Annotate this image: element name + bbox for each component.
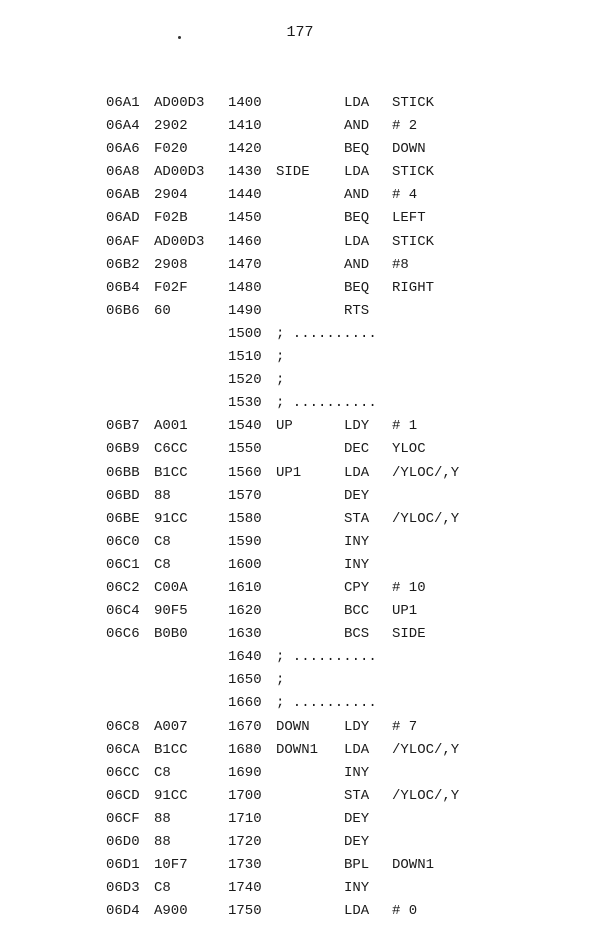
line-number-cell: 1590 [228, 533, 262, 550]
opcode-bytes-cell: C6CC [154, 441, 188, 458]
listing-row [0, 900, 600, 923]
listing-row [0, 808, 600, 831]
opcode-bytes-cell: 60 [154, 302, 171, 319]
label-cell: ; [276, 672, 285, 689]
mnemonic-cell: RTS [344, 302, 370, 319]
line-number-cell: 1600 [228, 556, 262, 573]
opcode-bytes-cell: 91CC [154, 510, 188, 527]
mnemonic-cell: LDA [344, 903, 370, 920]
mnemonic-cell: INY [344, 533, 370, 550]
label-cell: UP [276, 418, 293, 435]
page-number: 177 [286, 24, 314, 41]
opcode-bytes-cell: A001 [154, 418, 188, 435]
listing-row [0, 692, 600, 715]
operand-cell: # 1 [392, 418, 418, 435]
listing-row [0, 554, 600, 577]
listing-row [0, 716, 600, 739]
mnemonic-cell: DEY [344, 810, 370, 827]
mnemonic-cell: DEC [344, 441, 370, 458]
operand-cell: YLOC [392, 441, 426, 458]
line-number-cell: 1560 [228, 464, 262, 481]
address-cell: 06A1 [106, 95, 140, 111]
mnemonic-cell: AND [344, 256, 370, 273]
operand-cell: /YLOC/,Y [392, 787, 460, 804]
line-number-cell: 1670 [228, 718, 262, 735]
listing-row [0, 415, 600, 438]
opcode-bytes-cell: B1CC [154, 741, 188, 758]
opcode-bytes-cell: C8 [154, 556, 171, 573]
address-cell: 06BE [106, 510, 140, 527]
listing-row [0, 739, 600, 762]
opcode-bytes-cell: 90F5 [154, 603, 188, 620]
address-cell: 06A8 [106, 164, 140, 181]
address-cell: 06B7 [106, 418, 140, 435]
opcode-bytes-cell: AD00D3 [154, 233, 205, 250]
line-number-cell: 1570 [228, 487, 262, 504]
operand-cell: # 7 [392, 718, 418, 735]
listing-row [0, 462, 600, 485]
line-number-cell: 1470 [228, 256, 262, 273]
listing-row [0, 254, 600, 277]
line-number-cell: 1400 [228, 95, 262, 111]
mnemonic-cell: LDA [344, 95, 370, 111]
opcode-bytes-cell: F02F [154, 279, 188, 296]
mnemonic-cell: BCC [344, 603, 370, 620]
line-number-cell: 1640 [228, 649, 262, 666]
operand-cell: # 0 [392, 903, 418, 920]
address-cell: 06A4 [106, 118, 140, 135]
label-cell: SIDE [276, 164, 310, 181]
operand-cell: STICK [392, 95, 435, 111]
listing-row [0, 277, 600, 300]
mnemonic-cell: BPL [344, 857, 370, 874]
line-number-cell: 1720 [228, 834, 262, 850]
operand-cell: /YLOC/,Y [392, 741, 460, 758]
operand-cell: DOWN [392, 141, 426, 158]
line-number-cell: 1660 [228, 695, 262, 712]
listing-row [0, 877, 600, 900]
address-cell: 06C8 [106, 718, 140, 735]
listing-row [0, 600, 600, 623]
address-cell: 06B2 [106, 256, 140, 273]
line-number-cell: 1540 [228, 418, 262, 435]
opcode-bytes-cell: 88 [154, 487, 171, 504]
address-cell: 06B9 [106, 441, 140, 458]
mnemonic-cell: AND [344, 118, 370, 135]
operand-cell: UP1 [392, 603, 418, 620]
address-cell: 06C4 [106, 603, 140, 620]
line-number-cell: 1410 [228, 118, 262, 135]
mnemonic-cell: STA [344, 510, 370, 527]
listing-row [0, 161, 600, 184]
listing-row [0, 207, 600, 230]
listing-row [0, 831, 600, 854]
mnemonic-cell: AND [344, 187, 370, 204]
operand-cell: #8 [392, 256, 409, 273]
line-number-cell: 1530 [228, 395, 262, 412]
line-number-cell: 1650 [228, 672, 262, 689]
mnemonic-cell: DEY [344, 487, 370, 504]
mnemonic-cell: LDY [344, 418, 370, 435]
line-number-cell: 1620 [228, 603, 262, 620]
line-number-cell: 1510 [228, 349, 262, 366]
opcode-bytes-cell: A900 [154, 903, 188, 920]
listing-row [0, 231, 600, 254]
address-cell: 06C1 [106, 556, 140, 573]
line-number-cell: 1420 [228, 141, 262, 158]
operand-cell: DOWN1 [392, 857, 435, 874]
address-cell: 06AF [106, 233, 140, 250]
listing-row [0, 92, 600, 115]
listing-row [0, 369, 600, 392]
address-cell: 06CC [106, 764, 140, 781]
operand-cell: /YLOC/,Y [392, 510, 460, 527]
label-cell: DOWN [276, 718, 310, 735]
label-cell: DOWN1 [276, 741, 319, 758]
address-cell: 06AB [106, 187, 140, 204]
line-number-cell: 1690 [228, 764, 262, 781]
address-cell: 06CA [106, 741, 140, 758]
stray-dot-mark [178, 36, 181, 39]
address-cell: 06D0 [106, 834, 140, 850]
opcode-bytes-cell: 2902 [154, 118, 188, 135]
line-number-cell: 1730 [228, 857, 262, 874]
operand-cell: SIDE [392, 626, 426, 643]
listing-row [0, 392, 600, 415]
listing-row [0, 438, 600, 461]
label-cell: ; .......... [276, 395, 377, 412]
mnemonic-cell: BCS [344, 626, 370, 643]
opcode-bytes-cell: 88 [154, 810, 171, 827]
line-number-cell: 1450 [228, 210, 262, 227]
operand-cell: RIGHT [392, 279, 435, 296]
opcode-bytes-cell: B1CC [154, 464, 188, 481]
listing-row [0, 346, 600, 369]
mnemonic-cell: BEQ [344, 141, 370, 158]
operand-cell: # 4 [392, 187, 418, 204]
operand-cell: # 2 [392, 118, 418, 135]
label-cell: ; [276, 372, 285, 389]
mnemonic-cell: CPY [344, 579, 370, 596]
line-number-cell: 1500 [228, 325, 262, 342]
opcode-bytes-cell: 91CC [154, 787, 188, 804]
mnemonic-cell: STA [344, 787, 370, 804]
line-number-cell: 1460 [228, 233, 262, 250]
listing-row [0, 138, 600, 161]
address-cell: 06C0 [106, 533, 140, 550]
line-number-cell: 1750 [228, 903, 262, 920]
line-number-cell: 1490 [228, 302, 262, 319]
address-cell: 06BB [106, 464, 140, 481]
listing-row [0, 508, 600, 531]
opcode-bytes-cell: AD00D3 [154, 164, 205, 181]
listing-row [0, 531, 600, 554]
line-number-cell: 1520 [228, 372, 262, 389]
line-number-cell: 1700 [228, 787, 262, 804]
mnemonic-cell: LDY [344, 718, 370, 735]
line-number-cell: 1550 [228, 441, 262, 458]
listing-row [0, 669, 600, 692]
opcode-bytes-cell: C00A [154, 579, 188, 596]
operand-cell: STICK [392, 164, 435, 181]
label-cell: ; .......... [276, 649, 377, 666]
opcode-bytes-cell: C8 [154, 764, 171, 781]
address-cell: 06A6 [106, 141, 140, 158]
opcode-bytes-cell: F020 [154, 141, 188, 158]
mnemonic-cell: LDA [344, 233, 370, 250]
line-number-cell: 1740 [228, 880, 262, 897]
line-number-cell: 1580 [228, 510, 262, 527]
listing-row [0, 115, 600, 138]
listing-row [0, 485, 600, 508]
opcode-bytes-cell: F02B [154, 210, 188, 227]
opcode-bytes-cell: C8 [154, 880, 171, 897]
listing-row [0, 184, 600, 207]
opcode-bytes-cell: B0B0 [154, 626, 188, 643]
listing-row [0, 785, 600, 808]
address-cell: 06AD [106, 210, 140, 227]
listing-row [0, 854, 600, 877]
opcode-bytes-cell: A007 [154, 718, 188, 735]
address-cell: 06C6 [106, 626, 140, 643]
listing-row [0, 623, 600, 646]
opcode-bytes-cell: 88 [154, 834, 171, 850]
line-number-cell: 1680 [228, 741, 262, 758]
address-cell: 06D1 [106, 857, 140, 874]
listing-row [0, 762, 600, 785]
opcode-bytes-cell: 2904 [154, 187, 188, 204]
mnemonic-cell: BEQ [344, 210, 370, 227]
line-number-cell: 1440 [228, 187, 262, 204]
assembly-listing [0, 92, 600, 923]
mnemonic-cell: INY [344, 556, 370, 573]
opcode-bytes-cell: 2908 [154, 256, 188, 273]
listing-row [0, 323, 600, 346]
address-cell: 06B4 [106, 279, 140, 296]
mnemonic-cell: BEQ [344, 279, 370, 296]
mnemonic-cell: LDA [344, 164, 370, 181]
operand-cell: LEFT [392, 210, 426, 227]
opcode-bytes-cell: C8 [154, 533, 171, 550]
address-cell: 06D3 [106, 880, 140, 897]
address-cell: 06D4 [106, 903, 140, 920]
mnemonic-cell: DEY [344, 834, 370, 850]
address-cell: 06C2 [106, 579, 140, 596]
line-number-cell: 1610 [228, 579, 262, 596]
label-cell: ; [276, 349, 285, 366]
address-cell: 06BD [106, 487, 140, 504]
listing-row [0, 300, 600, 323]
listing-row [0, 577, 600, 600]
line-number-cell: 1630 [228, 626, 262, 643]
address-cell: 06CF [106, 810, 140, 827]
address-cell: 06CD [106, 787, 140, 804]
opcode-bytes-cell: 10F7 [154, 857, 188, 874]
label-cell: UP1 [276, 464, 302, 481]
mnemonic-cell: LDA [344, 464, 370, 481]
address-cell: 06B6 [106, 302, 140, 319]
label-cell: ; .......... [276, 325, 377, 342]
line-number-cell: 1710 [228, 810, 262, 827]
mnemonic-cell: INY [344, 880, 370, 897]
label-cell: ; .......... [276, 695, 377, 712]
line-number-cell: 1430 [228, 164, 262, 181]
operand-cell: # 10 [392, 579, 426, 596]
line-number-cell: 1480 [228, 279, 262, 296]
operand-cell: /YLOC/,Y [392, 464, 460, 481]
opcode-bytes-cell: AD00D3 [154, 95, 205, 111]
operand-cell: STICK [392, 233, 435, 250]
mnemonic-cell: INY [344, 764, 370, 781]
listing-row [0, 646, 600, 669]
mnemonic-cell: LDA [344, 741, 370, 758]
